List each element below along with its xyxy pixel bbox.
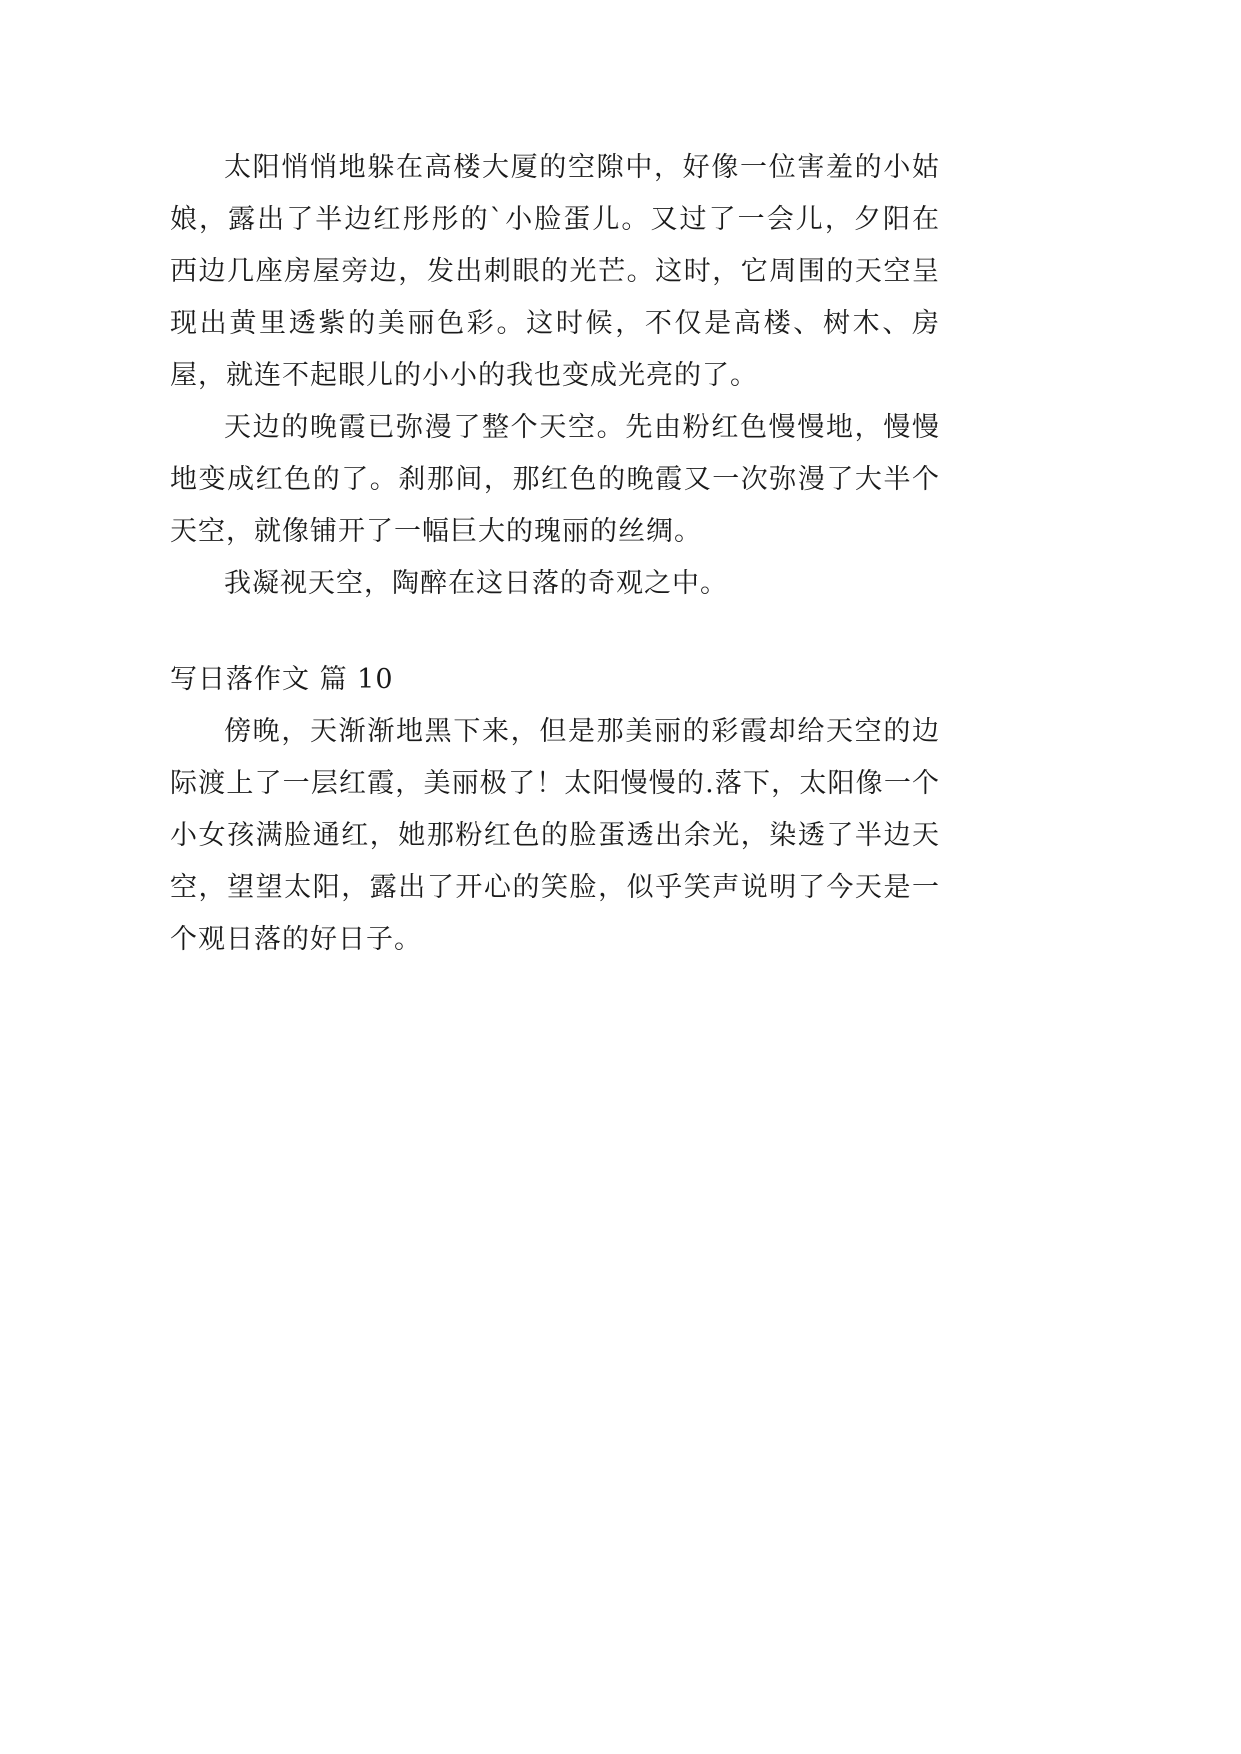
paragraph: 我凝视天空，陶醉在这日落的奇观之中。 [224,568,728,599]
document-body [170,142,940,966]
paragraph: 傍晚，天渐渐地黑下来，但是那美丽的彩霞却给天空的边际渡上了一层红霞，美丽极了！太阳慢慢的.落下，太阳像一个小女孩满脸通红，她那粉红色的脸蛋透出余光，染透了半边天空，望望太阳，露出了开心的笑脸，似乎笑声说明了今天是一个观日落的好日子。 [170,716,940,955]
section-title: 写日落作文 篇 10 [170,664,394,695]
paragraph: 天边的晚霞已弥漫了整个天空。先由粉红色慢慢地，慢慢地变成红色的了。刹那间，那红色的晚霞又一次弥漫了大半个天空，就像铺开了一幅巨大的瑰丽的丝绸。 [170,412,940,547]
paragraph: 太阳悄悄地躲在高楼大厦的空隙中，好像一位害羞的小姑娘，露出了半边红彤彤的`小脸蛋儿。又过了一会儿，夕阳在西边几座房屋旁边，发出刺眼的光芒。这时，它周围的天空呈现出黄里透紫的美丽色彩。这时候，不仅是高楼、树木、房屋，就连不起眼儿的小小的我也变成光亮的了。 [170,152,940,391]
